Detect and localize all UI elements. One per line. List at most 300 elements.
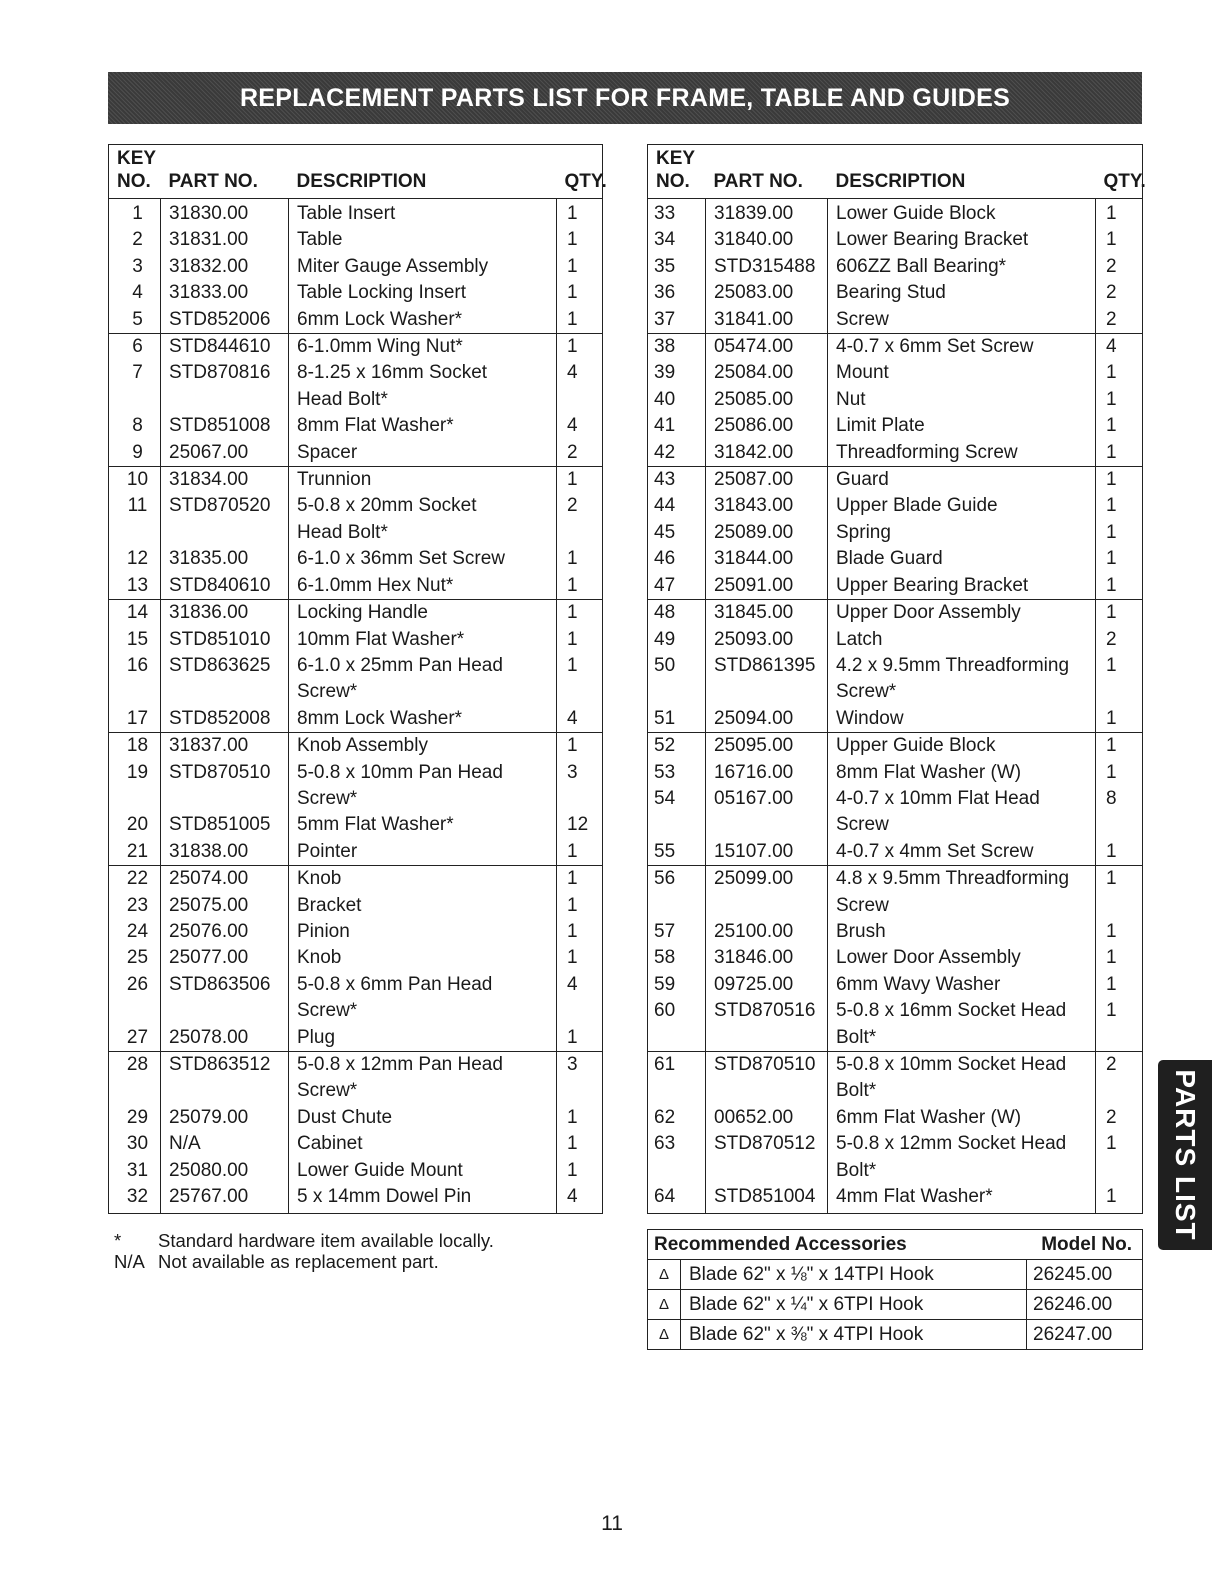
part-key-no: 40 [648,387,706,413]
part-number: 31836.00 [161,600,289,627]
part-number: 31843.00 [706,493,828,519]
part-number: 09725.00 [706,972,828,998]
part-description: Lower Guide Mount [289,1158,557,1184]
part-number: 31839.00 [706,199,828,228]
part-qty [557,520,603,546]
part-description: 4-0.7 x 10mm Flat Head [828,786,1096,812]
part-number: STD870510 [706,1052,828,1079]
part-description: Knob [289,866,557,893]
part-key-no: 19 [109,760,161,786]
part-qty: 1 [1106,973,1117,995]
part-key-no [648,812,706,838]
part-key-no: 20 [109,812,161,838]
part-qty: 1 [567,308,578,330]
part-number: 25093.00 [706,627,828,653]
part-row [109,573,603,600]
part-key-no [109,520,161,546]
part-key-no: 56 [648,866,706,893]
accessory-model: 26246.00 [1027,1290,1143,1320]
part-number: 25077.00 [161,945,289,971]
part-row [648,254,1143,280]
accessory-model: 26247.00 [1027,1320,1143,1350]
part-qty: 2 [1106,255,1117,277]
part-number: STD870520 [161,493,289,519]
part-qty [557,998,603,1024]
header-qty: QTY. [564,171,607,192]
part-qty [557,387,603,413]
part-row [648,387,1143,413]
part-key-no: 14 [109,600,161,627]
part-key-no: 62 [648,1105,706,1131]
parts-table-right [647,144,1146,1214]
part-qty: 1 [567,203,578,224]
part-description: Trunnion [289,467,557,494]
part-row-continuation [109,387,603,413]
part-number [161,387,289,413]
part-key-no: 60 [648,998,706,1024]
part-qty: 1 [567,1133,578,1155]
part-qty: 2 [1096,1052,1143,1079]
part-row [648,733,1143,760]
part-row [648,280,1143,306]
part-key-no: 4 [109,280,161,306]
part-description: Brush [828,919,1096,945]
part-key-no: 43 [648,467,706,494]
side-tab-label: PARTS LIST [1170,1069,1201,1241]
header-no: NO. [117,171,151,192]
part-description: Upper Door Assembly [828,600,1096,627]
part-number [706,812,828,838]
model-no-header: Model No. [1041,1234,1132,1255]
part-number: STD844610 [161,334,289,361]
part-key-no: 24 [109,919,161,945]
part-number: 25087.00 [706,467,828,494]
part-key-no: 7 [109,360,161,386]
part-row [109,467,603,494]
part-row [648,467,1143,494]
part-qty [1096,1078,1143,1104]
part-description: Knob [289,945,557,971]
part-qty: 1 [1106,388,1117,410]
part-number: 25075.00 [161,893,289,919]
part-description: Screw* [828,679,1096,705]
part-number: STD870516 [706,998,828,1024]
part-row [109,733,603,760]
part-number: 05474.00 [706,334,828,361]
part-key-no: 5 [109,307,161,334]
part-qty: 1 [567,1159,578,1181]
part-number: STD861395 [706,653,828,679]
part-description: 5 x 14mm Dowel Pin [289,1184,557,1214]
footnote-text: Standard hardware item available locally. [158,1230,494,1251]
part-description: 6mm Wavy Washer [828,972,1096,998]
part-row [648,199,1143,228]
part-qty: 2 [1106,282,1117,304]
part-qty: 1 [567,574,578,596]
part-qty: 3 [557,1052,603,1079]
part-row [109,653,603,679]
part-key-no: 41 [648,413,706,439]
accessory-row [648,1320,1143,1350]
part-description: Bolt* [828,1158,1096,1184]
part-qty [557,679,603,705]
part-description: 6mm Flat Washer (W) [828,1105,1096,1131]
part-number [161,998,289,1024]
part-qty [1096,812,1143,838]
part-number: STD851005 [161,812,289,838]
header-key: KEY [117,148,157,169]
part-row [109,1158,603,1184]
part-qty: 4 [567,415,578,437]
part-number: 25079.00 [161,1105,289,1131]
part-qty: 1 [1096,733,1143,760]
part-number: STD851008 [161,413,289,439]
part-row [109,227,603,253]
part-key-no: 15 [109,627,161,653]
part-number: STD870816 [161,360,289,386]
part-qty: 1 [1106,415,1117,437]
part-row [648,600,1143,627]
part-row [109,893,603,919]
part-row [109,706,603,733]
part-key-no: 18 [109,733,161,760]
part-description: 10mm Flat Washer* [289,627,557,653]
part-description: 5-0.8 x 10mm Socket Head [828,1052,1096,1079]
part-row-continuation [648,1158,1143,1184]
part-row [109,1025,603,1052]
part-qty: 1 [557,866,603,893]
part-description: Limit Plate [828,413,1096,439]
part-description: Head Bolt* [289,387,557,413]
part-key-no: 30 [109,1131,161,1157]
part-key-no: 23 [109,893,161,919]
part-number: 31841.00 [706,307,828,334]
part-key-no [648,679,706,705]
footnote-not-available [114,1251,494,1272]
part-qty [557,786,603,812]
part-row [109,199,603,228]
part-row [648,839,1143,866]
accessories-table [647,1229,1143,1350]
part-row [109,812,603,838]
part-row [648,413,1143,439]
part-number: 31846.00 [706,945,828,971]
part-row-continuation [648,812,1143,838]
header-qty: QTY. [1103,171,1146,192]
part-key-no: 29 [109,1105,161,1131]
part-number: STD852008 [161,706,289,733]
part-key-no: 58 [648,945,706,971]
part-row-continuation [648,679,1143,705]
part-row [109,1184,603,1214]
part-row [648,1131,1143,1157]
part-row [648,972,1143,998]
part-key-no: 36 [648,280,706,306]
part-key-no: 55 [648,839,706,866]
header-no: NO. [656,171,690,192]
part-number: 25085.00 [706,387,828,413]
delta-icon: Δ [648,1320,681,1350]
part-description: Upper Guide Block [828,733,1096,760]
part-row-continuation [109,1078,603,1104]
part-qty: 1 [567,548,578,570]
accessory-name: Blade 62" x ⅜" x 4TPI Hook [681,1320,1027,1350]
part-qty: 12 [567,814,589,836]
part-key-no: 31 [109,1158,161,1184]
part-key-no: 38 [648,334,706,361]
part-number: 25089.00 [706,520,828,546]
part-qty: 1 [1106,707,1117,729]
part-row-continuation [109,786,603,812]
part-key-no: 49 [648,627,706,653]
part-number: 31837.00 [161,733,289,760]
part-qty: 1 [1096,866,1143,893]
part-description: Knob Assembly [289,733,557,760]
parts-list-side-tab [1158,1060,1212,1250]
part-row-continuation [109,679,603,705]
part-qty: 1 [1106,761,1117,783]
part-key-no [109,387,161,413]
part-qty: 1 [1106,495,1117,517]
part-description: Table Locking Insert [289,280,557,306]
part-description: Bolt* [828,1025,1096,1052]
part-number: 31833.00 [161,280,289,306]
part-number [161,679,289,705]
part-qty: 1 [1106,840,1117,862]
part-qty: 1 [1106,548,1117,570]
accessories-header: Recommended Accessories [654,1234,907,1255]
part-description: Screw* [289,998,557,1024]
part-description: Spacer [289,440,557,467]
part-row-continuation [648,1025,1143,1052]
part-key-no: 33 [648,199,706,228]
part-number: STD840610 [161,573,289,600]
part-qty [1096,1025,1143,1052]
part-description: 6-1.0 x 36mm Set Screw [289,546,557,572]
part-key-no: 10 [109,467,161,494]
part-qty: 1 [1096,600,1143,627]
part-qty: 3 [567,761,578,783]
part-qty: 1 [557,600,603,627]
part-description: Screw [828,812,1096,838]
part-row [109,307,603,334]
part-description: Locking Handle [289,600,557,627]
part-row [109,760,603,786]
part-number: 31834.00 [161,467,289,494]
part-number: N/A [161,1131,289,1157]
part-key-no: 26 [109,972,161,998]
part-number: 25067.00 [161,440,289,467]
part-row [109,1052,603,1079]
part-key-no: 28 [109,1052,161,1079]
part-description: Screw* [289,679,557,705]
part-number: 31832.00 [161,254,289,280]
part-key-no: 8 [109,413,161,439]
part-description: Upper Blade Guide [828,493,1096,519]
part-number [706,1078,828,1104]
part-row [648,520,1143,546]
part-number: 05167.00 [706,786,828,812]
delta-icon: Δ [648,1290,681,1320]
part-description: Bracket [289,893,557,919]
part-qty: 1 [567,1026,578,1048]
part-row [648,627,1143,653]
part-qty: 1 [557,334,603,361]
part-description: 8mm Flat Washer (W) [828,760,1096,786]
part-number: 25083.00 [706,280,828,306]
part-qty: 1 [567,229,578,251]
part-row [648,573,1143,600]
part-description: Screw [828,307,1096,334]
footnote-text: Not available as replacement part. [158,1251,439,1272]
part-row [648,998,1143,1024]
part-row [109,1131,603,1157]
part-row [648,653,1143,679]
part-description: 5mm Flat Washer* [289,812,557,838]
part-row [648,760,1143,786]
part-row [109,440,603,467]
header-part-no: PART NO. [713,171,803,192]
part-key-no: 1 [109,199,161,228]
part-row [109,280,603,306]
part-description: 6-1.0mm Hex Nut* [289,573,557,600]
part-description: 8mm Lock Washer* [289,706,557,733]
part-row [648,1184,1143,1214]
part-qty: 1 [1106,229,1117,251]
part-qty: 4 [567,973,578,995]
part-key-no [648,1158,706,1184]
part-number: 31830.00 [161,199,289,228]
footnotes [114,1230,494,1272]
part-description: 6-1.0mm Wing Nut* [289,334,557,361]
part-number: 00652.00 [706,1105,828,1131]
part-key-no: 32 [109,1184,161,1214]
part-key-no: 21 [109,839,161,866]
part-number [706,679,828,705]
part-row [648,493,1143,519]
part-key-no: 39 [648,360,706,386]
part-number: STD870512 [706,1131,828,1157]
part-row [109,413,603,439]
part-number: 31835.00 [161,546,289,572]
part-qty: 1 [567,628,578,650]
part-description: 6-1.0 x 25mm Pan Head [289,653,557,679]
part-description: Spring [828,520,1096,546]
part-key-no: 25 [109,945,161,971]
part-qty: 1 [567,1106,578,1128]
part-description: Cabinet [289,1131,557,1157]
part-description: 6mm Lock Washer* [289,307,557,334]
part-number: STD851010 [161,627,289,653]
part-key-no [648,1078,706,1104]
part-row [648,706,1143,733]
part-row [109,919,603,945]
part-key-no: 61 [648,1052,706,1079]
part-row [109,945,603,971]
part-key-no: 27 [109,1025,161,1052]
part-key-no: 54 [648,786,706,812]
part-key-no: 44 [648,493,706,519]
part-row-continuation [648,893,1143,919]
accessory-model: 26245.00 [1027,1260,1143,1290]
part-description: 5-0.8 x 16mm Socket Head [828,998,1096,1024]
accessory-name: Blade 62" x ¼" x 6TPI Hook [681,1290,1027,1320]
part-key-no: 35 [648,254,706,280]
part-description: Bolt* [828,1078,1096,1104]
part-row [109,839,603,866]
part-key-no: 16 [109,653,161,679]
part-key-no: 53 [648,760,706,786]
part-qty: 8 [1106,787,1117,809]
part-row [109,254,603,280]
part-key-no: 37 [648,307,706,334]
part-key-no: 52 [648,733,706,760]
part-number: 25076.00 [161,919,289,945]
part-number: STD315488 [706,254,828,280]
part-qty: 2 [567,441,578,463]
part-row [109,1105,603,1131]
part-key-no [109,998,161,1024]
part-qty: 1 [1106,1133,1117,1155]
part-qty: 1 [567,894,578,916]
part-description: Lower Guide Block [828,199,1096,228]
part-number [706,1025,828,1052]
part-key-no: 45 [648,520,706,546]
part-description: Pinion [289,919,557,945]
part-row [109,600,603,627]
part-qty: 1 [567,920,578,942]
part-key-no: 34 [648,227,706,253]
part-row [109,360,603,386]
part-number: 25091.00 [706,573,828,600]
part-number [706,1158,828,1184]
part-number: 25095.00 [706,733,828,760]
part-description: Threadforming Screw [828,440,1096,467]
part-number: 25099.00 [706,866,828,893]
part-qty: 4 [567,362,578,384]
part-description: Lower Door Assembly [828,945,1096,971]
part-description: 5-0.8 x 12mm Socket Head [828,1131,1096,1157]
part-qty: 1 [1106,203,1117,224]
part-row [648,307,1143,334]
header-description: DESCRIPTION [296,171,427,192]
part-number [161,786,289,812]
part-key-no: 11 [109,493,161,519]
part-row [648,1052,1143,1079]
part-row [648,360,1143,386]
delta-icon: Δ [648,1260,681,1290]
part-number: 31842.00 [706,440,828,467]
part-number: 25084.00 [706,360,828,386]
part-key-no: 13 [109,573,161,600]
part-number: 16716.00 [706,760,828,786]
part-key-no [109,679,161,705]
part-key-no: 6 [109,334,161,361]
footnote-standard-hardware [114,1230,494,1251]
part-number: 25080.00 [161,1158,289,1184]
part-qty: 1 [1106,1000,1117,1022]
part-description: Bearing Stud [828,280,1096,306]
part-key-no: 57 [648,919,706,945]
part-key-no: 59 [648,972,706,998]
part-qty: 1 [1106,947,1117,969]
part-description: 5-0.8 x 6mm Pan Head [289,972,557,998]
part-description: Upper Bearing Bracket [828,573,1096,600]
part-description: Table [289,227,557,253]
part-key-no: 64 [648,1184,706,1214]
part-key-no [648,893,706,919]
part-number: 15107.00 [706,839,828,866]
